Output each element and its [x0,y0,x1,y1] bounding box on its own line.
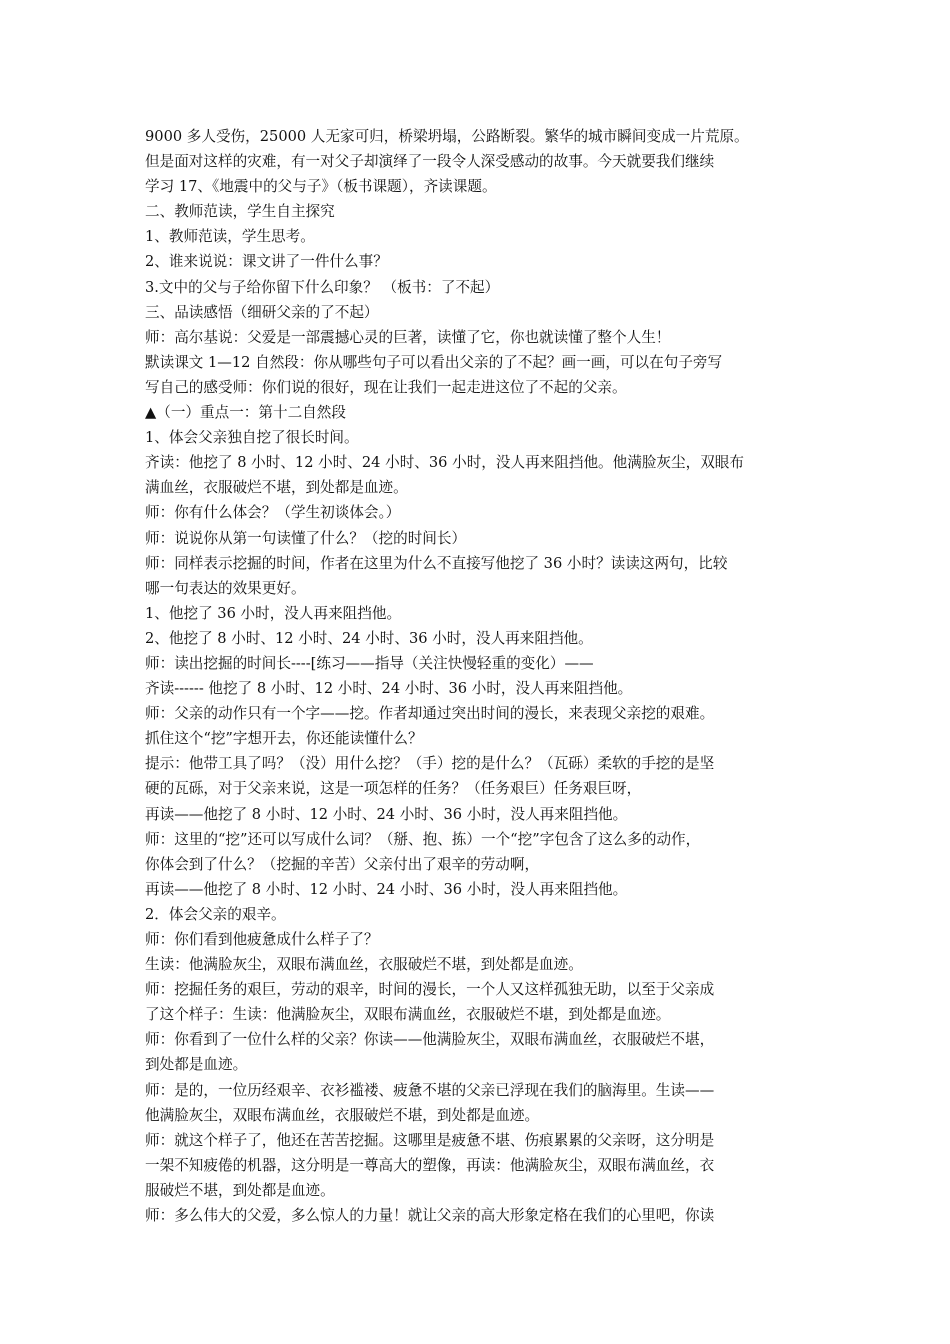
text-line: 师：就这个样子了，他还在苦苦挖掘。这哪里是疲惫不堪、伤痕累累的父亲呀，这分明是 [145,1131,715,1149]
document-body [145,124,817,1228]
text-line: 他满脸灰尘，双眼布满血丝，衣服破烂不堪，到处都是血迹。 [145,1106,540,1124]
text-line: 1、他挖了 36 小时，没人再来阻挡他。 [145,604,402,622]
text-line: 1、教师范读，学生思考。 [145,228,315,246]
text-line: 师：说说你从第一句读懂了什么？（挖的时间长） [145,529,467,547]
text-line: 齐读：他挖了 8 小时、12 小时、24 小时、36 小时，没人再来阻挡他。他满脸灰尘，双眼布 [145,454,744,472]
text-line: 师：是的，一位历经艰辛、衣衫褴褛、疲惫不堪的父亲已浮现在我们的脑海里。生读—— [145,1081,715,1099]
text-line: 满血丝，衣服破烂不堪，到处都是血迹。 [145,479,408,497]
text-line: 师：挖掘任务的艰巨，劳动的艰辛，时间的漫长，一个人又这样孤独无助，以至于父亲成 [145,981,715,999]
text-line: 生读：他满脸灰尘，双眼布满血丝，衣服破烂不堪，到处都是血迹。 [145,956,583,974]
text-line: 9000 多人受伤，25000 人无家可归，桥梁坍塌，公路断裂。繁华的城市瞬间变成一片荒原。 [145,128,749,145]
text-line: 师：你看到了一位什么样的父亲？你读——他满脸灰尘，双眼布满血丝，衣服破烂不堪， [145,1031,715,1049]
text-line: 到处都是血迹。 [145,1056,248,1074]
text-line: 师：高尔基说：父爱是一部震撼心灵的巨著，读懂了它，你也就读懂了整个人生！ [145,328,671,346]
text-line: 再读——他挖了 8 小时、12 小时、24 小时、36 小时，没人再来阻挡他。 [145,880,628,898]
text-line: 齐读------ 他挖了 8 小时、12 小时、24 小时、36 小时，没人再来阻挡他。 [145,680,633,698]
text-line: 2．体会父亲的艰辛。 [145,905,286,923]
text-line: 抓住这个“挖”字想开去，你还能读懂什么？ [145,730,423,748]
section-heading: 二、教师范读，学生自主探究 [145,203,335,221]
text-line: 默读课文 1—12 自然段：你从哪些句子可以看出父亲的了不起？画一画，可以在句子旁写 [145,353,723,371]
text-line: 提示：他带工具了吗？（没）用什么挖？（手）挖的是什么？（瓦砾）柔软的手挖的是坚 [145,755,715,773]
text-line: 3.文中的父与子给你留下什么印象？ （板书：了不起） [145,278,500,296]
text-line: 硬的瓦砾，对于父亲来说，这是一项怎样的任务？（任务艰巨）任务艰巨呀， [145,780,642,798]
text-line: 师：这里的“挖”还可以写成什么词？（掰、抱、拣）一个“挖”字包含了这么多的动作， [145,830,701,848]
text-line: 师：同样表示挖掘的时间，作者在这里为什么不直接写他挖了 36 小时？读读这两句，比较 [145,554,728,572]
section-heading: 三、品读感悟（细研父亲的了不起） [145,303,379,321]
text-line: 2、他挖了 8 小时、12 小时、24 小时、36 小时，没人再来阻挡他。 [145,629,593,647]
text-line: 师：父亲的动作只有一个字——挖。作者却通过突出时间的漫长，来表现父亲挖的艰难。 [145,705,715,723]
text-line: 师：多么伟大的父爱，多么惊人的力量！就让父亲的高大形象定格在我们的心里吧，你读 [145,1207,715,1225]
text-line: 2、谁来说说：课文讲了一件什么事？ [145,253,388,271]
text-line: 写自己的感受师：你们说的很好，现在让我们一起走进这位了不起的父亲。 [145,378,627,396]
text-line: 1、体会父亲独自挖了很长时间。 [145,429,359,447]
section-heading: ▲（一）重点一：第十二自然段 [145,404,346,422]
text-line: 服破烂不堪，到处都是血迹。 [145,1181,335,1199]
text-line: 哪一句表达的效果更好。 [145,579,306,597]
text-line: 但是面对这样的灾难，有一对父子却演绎了一段令人深受感动的故事。今天就要我们继续 [145,153,715,171]
text-line: 学习 17、《地震中的父与子》（板书课题），齐读课题。 [145,178,497,196]
text-line: 一架不知疲倦的机器，这分明是一尊高大的塑像，再读：他满脸灰尘，双眼布满血丝，衣 [145,1156,715,1174]
text-line: 师：你有什么体会？（学生初谈体会。） [145,504,401,522]
text-line: 了这个样子：生读：他满脸灰尘，双眼布满血丝，衣服破烂不堪，到处都是血迹。 [145,1006,671,1024]
text-line: 师：读出挖掘的时间长----[练习——指导（关注快慢轻重的变化）—— [145,654,594,672]
text-line: 你体会到了什么？（挖掘的辛苦）父亲付出了艰辛的劳动啊， [145,855,540,873]
text-line: 再读——他挖了 8 小时、12 小时、24 小时、36 小时，没人再来阻挡他。 [145,805,628,823]
text-line: 师：你们看到他疲惫成什么样子了？ [145,931,379,948]
